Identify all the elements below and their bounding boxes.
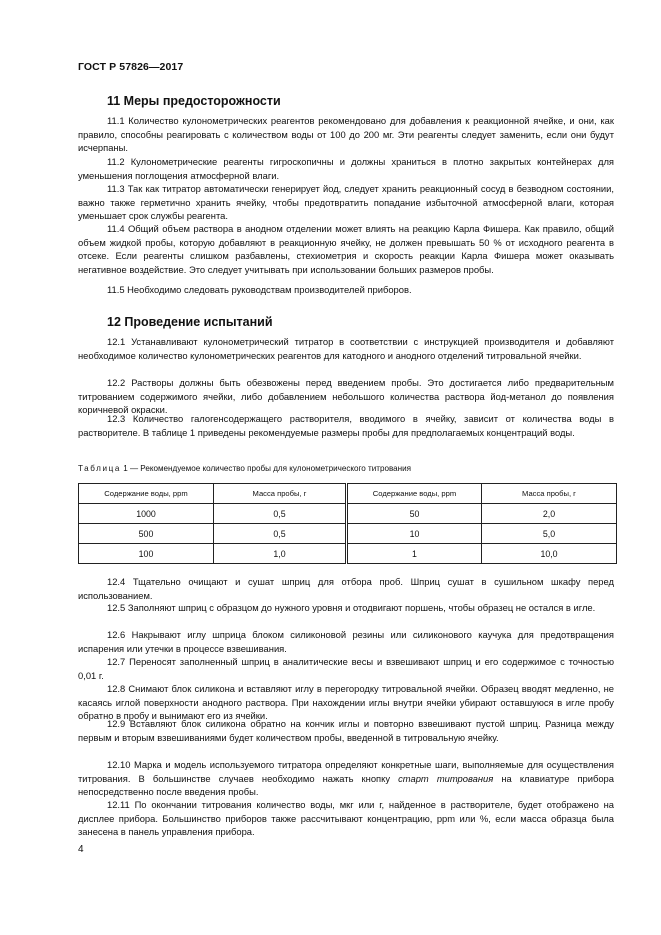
table-cell: 1 bbox=[347, 544, 482, 564]
table-cell: 0,5 bbox=[214, 524, 347, 544]
table-row bbox=[79, 504, 617, 524]
paragraph-12-5: 12.5 Заполняют шприц с образцом до нужного уровня и отодвигают поршень, чтобы образец не остался в игле. bbox=[107, 602, 596, 613]
table-cell: 10,0 bbox=[482, 544, 617, 564]
table-row bbox=[79, 524, 617, 544]
table-cell: 2,0 bbox=[482, 504, 617, 524]
table-cell: 1000 bbox=[79, 504, 214, 524]
start-titration-key-name: старт титрования bbox=[398, 772, 494, 784]
paragraph-12-2: 12.2 Растворы должны быть обезвожены перед введением пробы. Это достигается либо предварительным титрованием содержимого ячейки, либо добавлением небольшого количества раствора йод-метанол до появления коричневой окраски. bbox=[78, 377, 614, 415]
table-header-row bbox=[79, 484, 617, 504]
paragraph-12-7: 12.7 Переносят заполненный шприц в аналитические весы и взвешивают шприц и его содержимое с точностью 0,01 г. bbox=[78, 656, 614, 681]
section-12-title: 12 Проведение испытаний bbox=[107, 315, 273, 329]
paragraph-12-9: 12.9 Вставляют блок силикона обратно на кончик иглы и повторно взвешивают пустой шприц. Разница между первым и вторым взвешиваниями будет количеством пробы, введенной в титровальную ячейку. bbox=[78, 718, 614, 743]
section-11-title: 11 Меры предосторожности bbox=[107, 94, 281, 108]
header-water-content-2: Содержание воды, ppm bbox=[347, 484, 482, 504]
table-cell: 1,0 bbox=[214, 544, 347, 564]
paragraph-12-10-start: 12.10 Марка и модель используемого титратора определяют конкретные шаги, выполняемые для осуществления титрования. В большинстве случаев необходимо нажать кнопку bbox=[78, 759, 614, 784]
header-water-content-1: Содержание воды, ppm bbox=[79, 484, 214, 504]
paragraph-12-1: 12.1 Устанавливают кулонометрический титратор в соответствии с инструкцией производителя и добавляют необходимое количество кулонометрических реагентов для катодного и анодного отделений титровальной ячейки. bbox=[78, 336, 614, 361]
sample-size-table bbox=[78, 483, 617, 564]
table-cell: 0,5 bbox=[214, 504, 347, 524]
table-caption-text: 1 — Рекомендуемое количество пробы для кулонометрического титрования bbox=[123, 464, 412, 473]
table-caption-label: Таблица bbox=[78, 464, 121, 473]
table-cell: 50 bbox=[347, 504, 482, 524]
table-cell: 10 bbox=[347, 524, 482, 544]
paragraph-12-11: 12.11 По окончании титрования количество воды, мкг или г, найденное в растворителе, будет отображено на дисплее прибора. Большинство приборов также рассчитывают концентрацию, ppm или %, если масса образца была занесена в панель управления прибора. bbox=[78, 799, 614, 837]
page-number: 4 bbox=[78, 844, 84, 855]
paragraph-11-5: 11.5 Необходимо следовать руководствам производителей приборов. bbox=[107, 284, 412, 295]
paragraph-11-2: 11.2 Кулонометрические реагенты гигроскопичны и должны храниться в плотно закрытых контейнерах для уменьшения поглощения атмосферной влаги. bbox=[78, 156, 614, 181]
paragraph-11-1: 11.1 Количество кулонометрических реагентов рекомендовано для добавления к реакционной ячейке, и они, как правило, способны реагировать с количеством воды от 100 до 200 мг. Эти реагенты следует заменить, если они будут исчерпаны. bbox=[78, 115, 614, 153]
header-sample-mass-1: Масса пробы, г bbox=[214, 484, 347, 504]
table-cell: 500 bbox=[79, 524, 214, 544]
paragraph-11-3: 11.3 Так как титратор автоматически генерирует йод, следует хранить реакционный сосуд в безводном состоянии, важно также герметично хранить ячейку, чтобы предотвратить попадание избыточной атмосферной влаги, которая уменьшает срок службы реагента. bbox=[78, 183, 614, 221]
paragraph-12-10-end: на клавиатуре прибора непосредственно после введения пробы. bbox=[78, 772, 614, 797]
paragraph-11-4: 11.4 Общий объем раствора в анодном отделении может влиять на реакцию Карла Фишера. Как правило, общий объем жидкой пробы, которую добавляют в реакционную ячейку, не должен превышать 50 % от исходного реагента в отсеке. Если реагенты слишком разбавлены, стехиометрия и скорость реакции Карла Фишера может оказывать негативное воздействие. Это следует учитывать при использовании больших размеров пробы. bbox=[78, 223, 614, 275]
paragraph-12-4: 12.4 Тщательно очищают и сушат шприц для отбора проб. Шприц сушат в сушильном шкафу перед использованием. bbox=[78, 576, 614, 601]
paragraph-12-10 bbox=[78, 758, 614, 799]
table-row bbox=[79, 544, 617, 564]
table-cell: 100 bbox=[79, 544, 214, 564]
paragraph-12-3: 12.3 Количество галогенсодержащего растворителя, вводимого в ячейку, зависит от количества воды в растворителе. В таблице 1 приведены рекомендуемые размеры пробы для предполагаемых концентраций воды. bbox=[78, 413, 614, 438]
standard-header: ГОСТ Р 57826—2017 bbox=[78, 61, 184, 73]
paragraph-12-6: 12.6 Накрывают иглу шприца блоком силиконовой резины или силиконового каучука для предотвращения испарения или утечки в процессе взвешивания. bbox=[78, 629, 614, 654]
table-cell: 5,0 bbox=[482, 524, 617, 544]
table-caption bbox=[78, 464, 411, 473]
header-sample-mass-2: Масса пробы, г bbox=[482, 484, 617, 504]
paragraph-12-8: 12.8 Снимают блок силикона и вставляют иглу в перегородку титровальной ячейки. Образец вводят медленно, не касаясь иглой поверхности анодного раствора. При нахождении иглы внутри ячейки убирают оставшуюся в игле пробу обратно в пробу и вынимают его из ячейки. bbox=[78, 683, 614, 721]
